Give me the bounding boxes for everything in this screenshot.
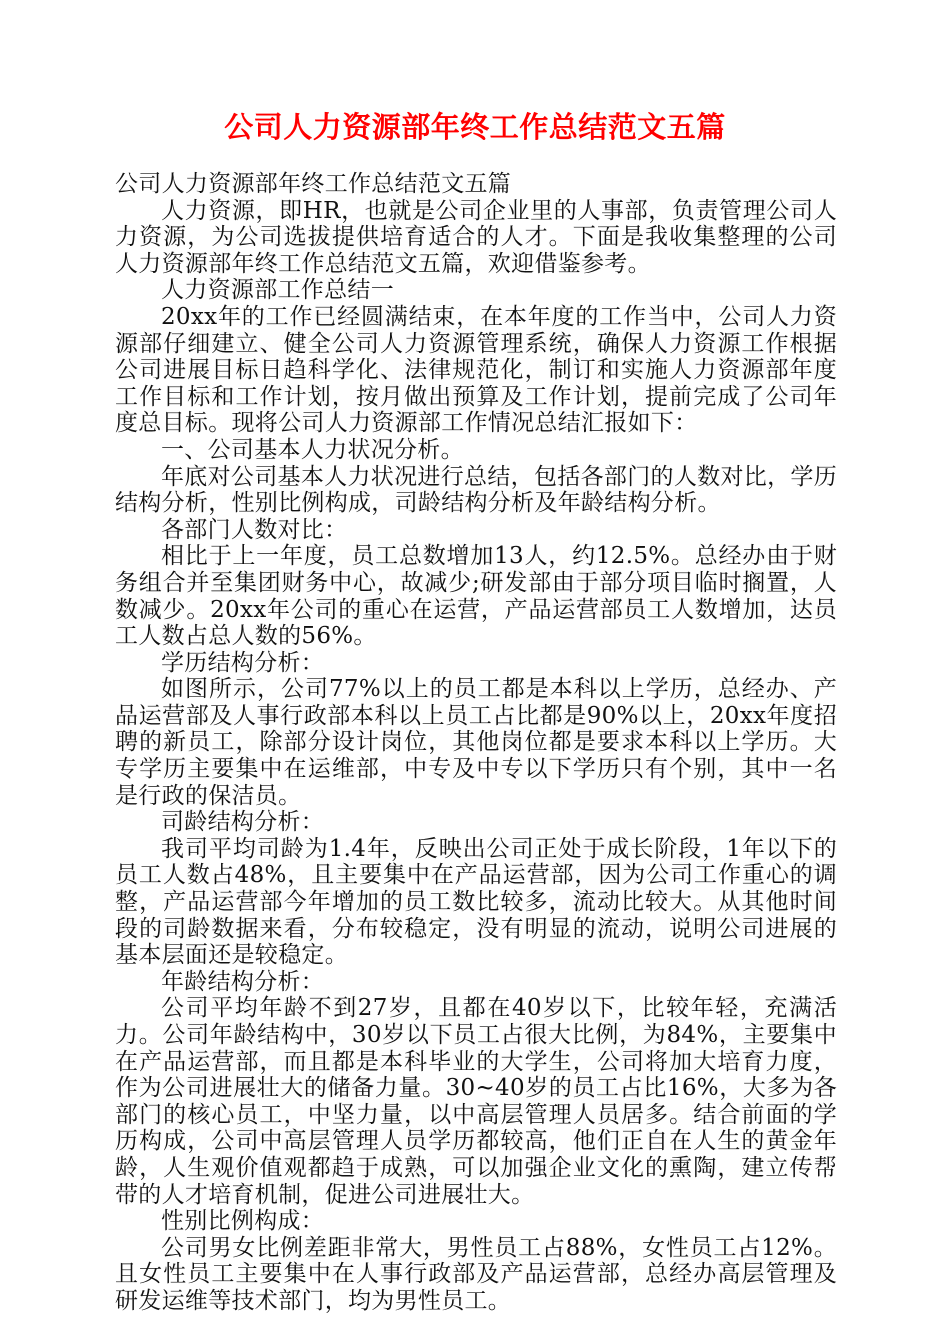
paragraph: 年龄结构分析： bbox=[161, 968, 325, 995]
paragraph: 人力资源部工作总结一 bbox=[161, 277, 394, 304]
paragraph: 相比于上一年度，员工总数增加13人，约12.5%。总经办由于财务组合并至集团财务中心，故减少;研发部由于部分项目临时搁置，人数减少。20xx年公司的重心在运营，产品运营部员工人数增加，达员工人数占总人数的56%。 bbox=[115, 543, 837, 650]
paragraph: 如图所示，公司77%以上的员工都是本科以上学历，总经办、产品运营部及人事行政部本科以上员工占比都是90%以上，20xx年度招聘的新员工，除部分设计岗位，其他岗位都是要求本科以上学历。大专学历主要集中在运维部，中专及中专以下学历只有个别，其中一名是行政的保洁员。 bbox=[115, 676, 837, 809]
paragraph: 人力资源，即HR，也就是公司企业里的人事部，负责管理公司人力资源，为公司选拔提供培育适合的人才。下面是我收集整理的公司人力资源部年终工作总结范文五篇，欢迎借鉴参考。 bbox=[115, 197, 837, 277]
document-body bbox=[115, 171, 837, 1315]
paragraph: 公司平均年龄不到27岁，且都在40岁以下，比较年轻，充满活力。公司年龄结构中，30岁以下员工占很大比例，为84%，主要集中在产品运营部，而且都是本科毕业的大学生，公司将加大培育力度，作为公司进展壮大的储备力量。30~40岁的员工占比16%，大多为各部门的核心员工，中坚力量，以中高层管理人员居多。结合前面的学历构成，公司中高层管理人员学历都较高，他们正自在人生的黄金年龄，人生观价值观都趋于成熟，可以加强企业文化的熏陶，建立传帮带的人才培育机制，促进公司进展壮大。 bbox=[115, 995, 837, 1208]
paragraph: 我司平均司龄为1.4年，反映出公司正处于成长阶段，1年以下的员工人数占48%，且主要集中在产品运营部，因为公司工作重心的调整，产品运营部今年增加的员工数比较多，流动比较大。从其他时间段的司龄数据来看，分布较稳定，没有明显的流动，说明公司进展的基本层面还是较稳定。 bbox=[115, 835, 837, 969]
paragraph: 20xx年的工作已经圆满结束，在本年度的工作当中，公司人力资源部仔细建立、健全公司人力资源管理系统，确保人力资源工作根据公司进展目标日趋科学化、法律规范化，制订和实施人力资源部年度工作目标和工作计划，按月做出预算及工作计划，提前完成了公司年度总目标。现将公司人力资源部工作情况总结汇报如下： bbox=[115, 303, 837, 437]
paragraph: 各部门人数对比： bbox=[161, 516, 348, 543]
paragraph: 性别比例构成： bbox=[161, 1208, 325, 1235]
paragraph: 年底对公司基本人力状况进行总结，包括各部门的人数对比，学历结构分析，性别比例构成，司龄结构分析及年龄结构分析。 bbox=[115, 463, 837, 517]
document-title: 公司人力资源部年终工作总结范文五篇 bbox=[224, 110, 726, 144]
paragraph: 公司人力资源部年终工作总结范文五篇 bbox=[115, 171, 512, 197]
paragraph: 一、公司基本人力状况分析。 bbox=[161, 436, 464, 463]
paragraph: 学历结构分析： bbox=[161, 649, 325, 676]
paragraph: 司龄结构分析： bbox=[161, 809, 325, 836]
paragraph: 公司男女比例差距非常大，男性员工占88%，女性员工占12%。且女性员工主要集中在人事行政部及产品运营部，总经办高层管理及研发运维等技术部门，均为男性员工。 bbox=[115, 1234, 837, 1314]
